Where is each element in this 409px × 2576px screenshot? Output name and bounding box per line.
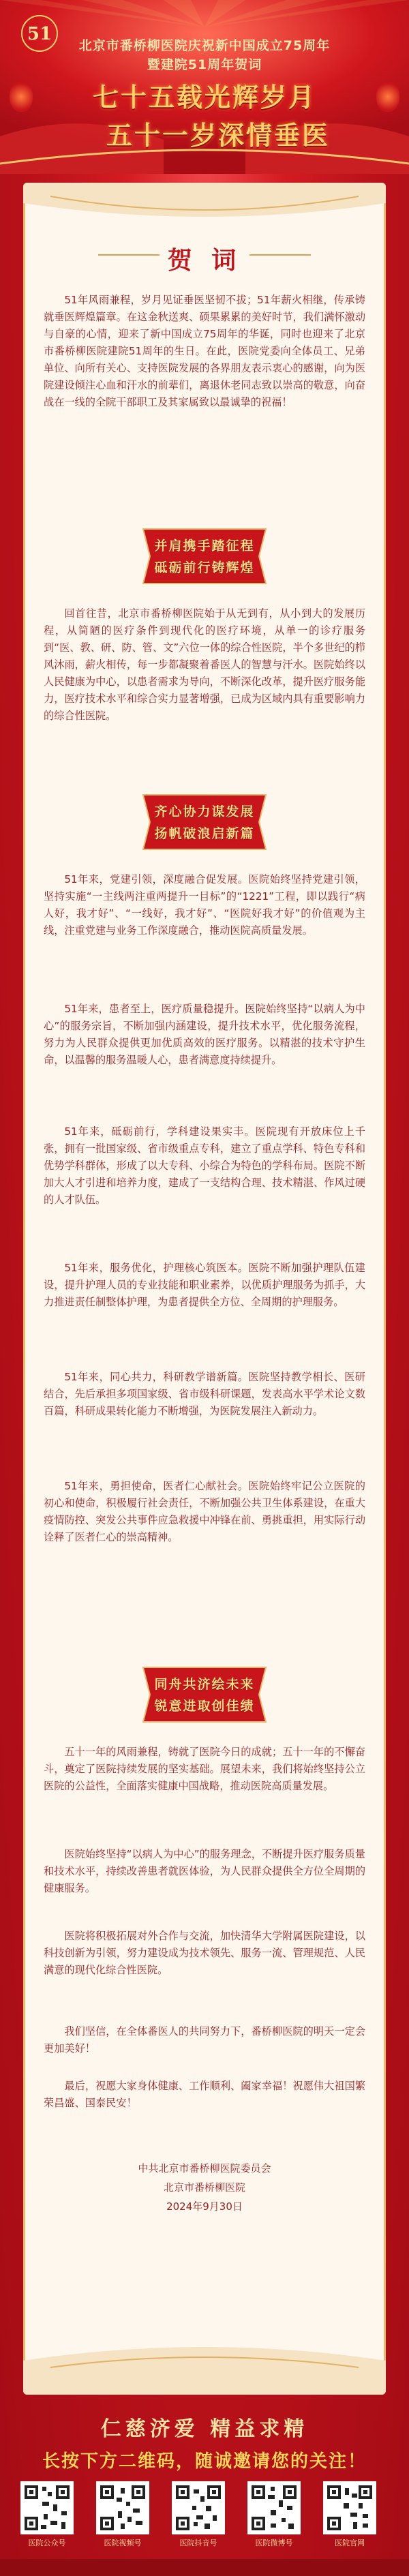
banner-line1: 齐心协力谋发展 [154, 804, 255, 819]
qrcode-icon[interactable] [172, 2481, 225, 2534]
card-top-decoration [23, 183, 386, 230]
qrcode-caption: 医院微博号 [255, 2539, 293, 2547]
footer-slogan: 仁慈济爱 精益求精 [100, 2417, 309, 2441]
paragraph-belief: 我们坚信，在全体番医人的共同努力下，番桥柳医院的明天一定会更加美好！ [44, 2025, 365, 2055]
paragraph-patient-first: 51年来，患者至上，医疗质量稳提升。医院始终坚持“以病人为中心”的服务宗旨，不断加强内涵建设，提升技术水平，优化服务流程，努力为人民群众提供更加优质高效的医疗服务。以精湛的技术守护生命，以温馨的服务温暖人心，患者满意度持续提升。 [44, 1003, 365, 1066]
section-banner-3 [136, 1662, 273, 1727]
banner-line1: 并肩携手踏征程 [154, 539, 255, 554]
signature-org: 中共北京市番桥柳医院委员会 [138, 2162, 271, 2175]
banner-ribbon-shape [136, 524, 273, 589]
paragraph-mission: 51年来，勇担使命，医者仁心献社会。医院始终牢记公立医院的初心和使命，积极履行社会责任，不断加强公共卫生体系建设，在重大疫情防控、突发公共事件应急救援中冲锋在前、勇挑重担，用实际行动诠释了医者仁心的崇高精神。 [44, 1480, 365, 1543]
paragraph-outlook: 五十一年的风雨兼程，铸就了医院今日的成就；五十一年的不懈奋斗，奠定了医院持续发展的坚实基础。展望未来，我们将始终坚持公立医院的公益性，全面落实健康中国战略，推动医院高质量发展。 [44, 1746, 365, 1792]
logo-number: 51 [27, 24, 52, 44]
header-banner [0, 0, 409, 174]
qrcode-caption: 医院视频号 [104, 2539, 142, 2547]
paragraph-intro: 51年风雨兼程，岁月见证垂医坚韧不拔；51年薪火相继，传承铸就垂医辉煌篇章。在这金秋送爽、硕果累累的美好时节，我们满怀激动与自豪的心情，迎来了新中国成立75周年的华诞，同时也迎来了北京市番桥柳医院建院51周年的生日。在此，医院党委向全体员工、兄弟单位、向所有关心、支持医院发展的各界朋友表示衷心的感谢，向为医院建设倾注心血和汗水的前辈们，离退休老同志致以崇高的敬意，向奋战在一线的全院干部职工及其家属致以最诚挚的祝福！ [44, 294, 365, 408]
qrcode-caption: 医院公众号 [28, 2539, 66, 2547]
header-title-line1: 七十五载光辉岁月 [92, 82, 316, 112]
qrcode-item[interactable] [20, 2481, 74, 2548]
section-banner-1 [136, 524, 273, 589]
paragraph-discipline: 51年来，砥砺前行，学科建设果实丰。医院现有开放床位上千张，拥有一批国家级、省市级重点专科，建立了重点学科、特色专科和优势学科群体，形成了以大专科、小综合为特色的学科布局。医院不断加大人才引进和培养力度，建成了一支结构合理、技术精湛、作风过硬的人才队伍。 [44, 1125, 365, 1206]
qrcode-icon[interactable] [20, 2481, 74, 2534]
paragraph-nursing: 51年来，服务优化，护理核心筑医本。医院不断加强护理队伍建设，提升护理人员的专业技能和职业素养，以优质护理服务为抓手，大力推进责任制整体护理，为患者提供全方位、全周期的护理服务。 [44, 1262, 365, 1308]
header-title-line2: 五十一岁深情垂医 [106, 120, 330, 151]
footer-bottom-bar [0, 2559, 409, 2576]
header-subtitle-line1: 北京市番桥柳医院庆祝新中国成立75周年 [78, 38, 331, 53]
card-title: 贺 词 [167, 246, 242, 275]
banner-ribbon-shape [136, 1662, 273, 1727]
paragraph-service: 医院始终坚持“以病人为中心”的服务理念，不断提升医疗服务质量和技术水平，持续改善患者就医体验，为人民群众提供全方位全周期的健康服务。 [44, 1848, 365, 1894]
qrcode-item[interactable] [323, 2481, 376, 2548]
paragraph-party-building: 51年来，党建引领，深度融合促发展。医院始终坚持党建引领，坚持实施“一主线两注重两提升一目标”的“1221”工程，即以践行“病人好，我才好”、“一线好，我才好”、“医院好我才好”的价值观为主线，注重党建与业务工作深度融合，推动医院高质量发展。 [44, 873, 365, 937]
paragraph-cooperation: 医院将积极拓展对外合作与交流，加快清华大学附属医院建设，以科技创新为引领，努力建设成为技术领先、服务一流、管理规范、人民满意的现代化综合性医院。 [44, 1930, 365, 1976]
qrcode-icon[interactable] [323, 2481, 376, 2534]
qrcode-caption: 医院抖音号 [179, 2539, 217, 2547]
qrcode-item[interactable] [172, 2481, 225, 2548]
header-subtitle-line2: 暨建院51周年贺词 [147, 57, 262, 72]
paragraph-history: 回首往昔，北京市番桥柳医院始于从无到有，从小到大的发展历程，从简陋的医疗条件到现代化的医疗环境，从单一的诊疗服务到“医、教、研、防、管、文”六位一体的综合性医院，半个多世纪的栉风沐雨，薪火相传，每一步都凝聚着番医人的智慧与汗水。医院始终以人民健康为中心，以患者需求为导向，不断深化改革，提升医疗服务能力，医疗技术水平和综合实力显著增强，已成为区域内具有重要影响力的综合性医院。 [44, 607, 365, 722]
banner-line2: 扬帆破浪启新篇 [154, 826, 255, 841]
paragraph-research: 51年来，同心共力，科研教学谱新篇。医院坚持教学相长、医研结合，先后承担多项国家级、省市级科研课题，发表高水平学术论文数百篇，科研成果转化能力不断增强，为医院发展注入新动力。 [44, 1371, 365, 1417]
qrcode-icon[interactable] [96, 2481, 149, 2534]
banner-line2: 锐意进取创佳绩 [154, 1699, 255, 1714]
footer-follow-text: 长按下方二维码，随诚邀请您的关注！ [42, 2451, 367, 2472]
qrcode-item[interactable] [247, 2481, 301, 2548]
qrcode-item[interactable] [96, 2481, 149, 2548]
qrcode-icon[interactable] [247, 2481, 301, 2534]
paragraph-wishes: 最后，祝愿大家身体健康、工作顺利、阖家幸福！祝愿伟大祖国繁荣昌盛、国泰民安！ [44, 2080, 365, 2109]
signature-hospital: 北京市番桥柳医院 [163, 2181, 245, 2194]
banner-line1: 同舟共济绘未来 [154, 1677, 255, 1692]
qrcode-caption: 医院官网 [335, 2539, 365, 2547]
banner-ribbon-shape [136, 789, 273, 855]
section-banner-2 [136, 789, 273, 855]
signature-date: 2024年9月30日 [166, 2200, 243, 2213]
content-card [23, 183, 386, 2395]
banner-line2: 砥砺前行铸辉煌 [154, 560, 255, 575]
card-bottom-decoration [23, 2340, 386, 2395]
